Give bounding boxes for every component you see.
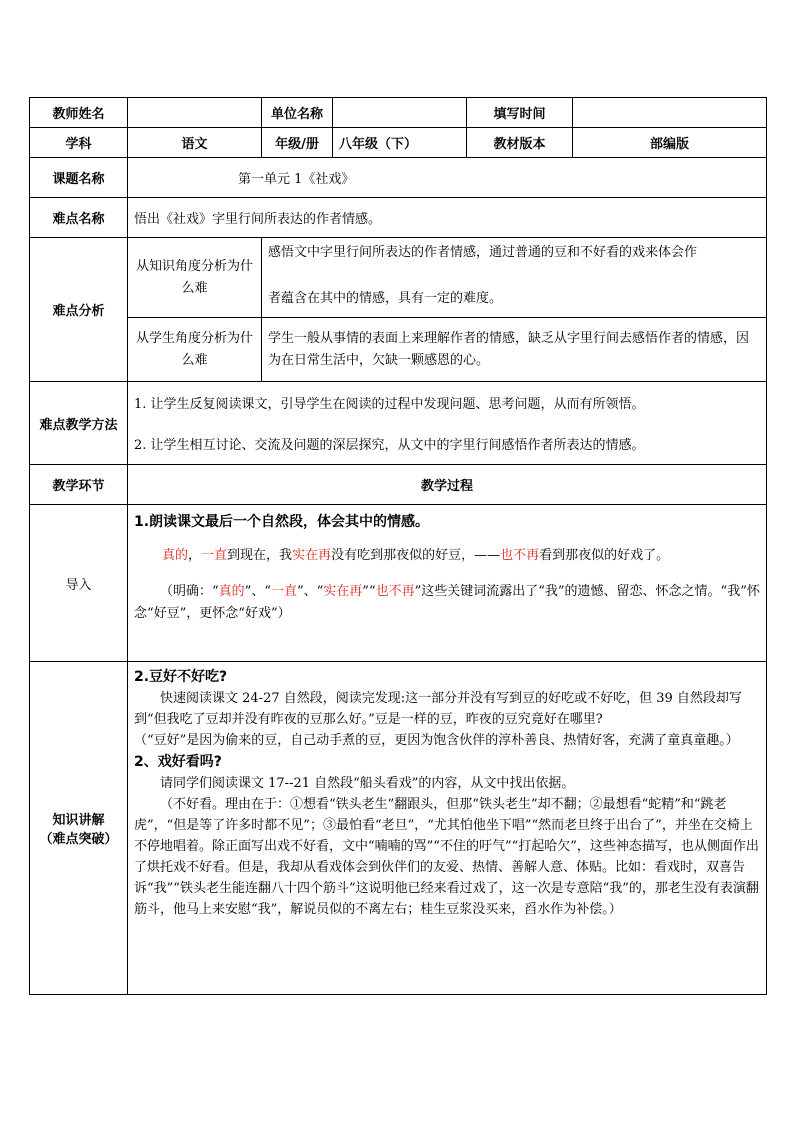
knowledge-angle-label: 从知识角度分析为什么难 [128, 238, 262, 318]
opera-paragraph: 请同学们阅读课文 17--21 自然段“船头看戏”的内容，从文中找出依据。 [160, 776, 575, 791]
method-label: 难点教学方法 [30, 382, 128, 465]
quote-seg-7: 也不再 [500, 548, 540, 563]
intro-label: 导入 [30, 505, 128, 662]
knowledge-content [128, 662, 767, 995]
topic-value: 第一单元 1《社戏》 [128, 158, 767, 198]
bean-paragraph: 快速阅读课文 24-27 自然段，阅读完发现:这一部分并没有写到豆的好吃或不好吃，但 39 自然段却写到“但我吃了豆却并没有昨夜的豆那么好。”豆是一样的豆，昨夜的豆究竟好在哪里? [134, 691, 742, 727]
topic-label: 课题名称 [30, 158, 128, 198]
quote-seg-4: 到现在，我 [227, 548, 293, 563]
bean-answer: （“豆好”是因为偷来的豆，自己动手煮的豆，更因为饱含伙伴的淳朴善良、热情好客，充满了童真童趣。） [134, 733, 739, 748]
student-angle-text: 学生一般从事情的表面上来理解作者的情感，缺乏从字里行间去感悟作者的情感，因为在日常生活中，欠缺一颗感恩的心。 [262, 318, 767, 382]
quote-seg-2: ， [188, 548, 202, 563]
quote-seg-5: 实在再 [292, 548, 332, 563]
student-angle-label: 从学生角度分析为什么难 [128, 318, 262, 382]
quote-seg-3: 一直 [201, 548, 228, 563]
note-seg-5: ”、“ [296, 584, 324, 599]
knowledge-angle-line-2: 者蕴含在其中的情感，具有一定的难度。 [268, 291, 503, 306]
opera-heading: 2、戏好看吗? [134, 754, 222, 770]
grade-label: 年级/册 [262, 128, 333, 158]
difficulty-value: 悟出《社戏》字里行间所表达的作者情感。 [128, 198, 767, 238]
quote-seg-1: 真的 [162, 548, 189, 563]
knowledge-angle-line-1: 感悟文中字里行间所表达的作者情感，通过普通的豆和不好看的戏来体会作 [268, 245, 698, 260]
difficulty-label: 难点名称 [30, 198, 128, 238]
method-item-2: 2. 让学生相互讨论、交流及问题的深层探究，从文中的字里行间感悟作者所表达的情感。 [134, 438, 645, 453]
quote-seg-8: 看到那夜似的好戏了。 [539, 548, 670, 563]
quote-seg-6: 没有吃到那夜似的好豆，—— [331, 548, 501, 563]
note-seg-1: （明确：“ [160, 584, 219, 599]
intro-heading: 1.朗读课文最后一个自然段，体会其中的情感。 [134, 514, 430, 530]
stage-header: 教学环节 [30, 465, 128, 505]
knowledge-label [30, 662, 128, 995]
info-row-2 [30, 128, 767, 158]
unit-value [333, 98, 467, 128]
date-label: 填写时间 [467, 98, 573, 128]
knowledge-label-line-1: 知识讲解 [52, 813, 105, 828]
lesson-plan-table [29, 97, 767, 995]
note-seg-2: 真的 [218, 584, 245, 599]
difficulty-row [30, 198, 767, 238]
opera-answer: （不好看。理由在于：①想看“铁头老生”翻跟头，但那“铁头老生”却不翻；②最想看“蛇精”和“跳老虎”，“但是等了许多时都不见”；③最怕看“老旦”，“尤其怕他坐下唱”“然而老旦终于出台了”，并坐在交椅上不停地唱着。除正面写出戏不好看，文中“喃喃的骂”“不住的吁气”“打起哈欠”，这些神态描写，也从侧面作出了烘托戏不好看。但是，我却从看戏体会到伙伴们的友爱、热情、善解人意、体贴。比如：看戏时，双喜告诉“我”“铁头老生能连翻八十四个筋斗”这说明他已经来看过戏了，这一次是专意陪“我”的，那老生没有表演翻筋斗，他马上来安慰“我”，解说员似的不离左右；桂生豆浆没买来，舀水作为补偿。） [134, 797, 759, 917]
method-text [128, 382, 767, 465]
intro-note [134, 581, 760, 625]
note-seg-8: 也不再 [375, 584, 415, 599]
note-seg-7: ”“ [362, 584, 376, 599]
unit-label: 单位名称 [262, 98, 333, 128]
grade-value: 八年级（下） [333, 128, 467, 158]
analysis-row-knowledge [30, 238, 767, 318]
subject-value: 语文 [128, 128, 262, 158]
topic-row [30, 158, 767, 198]
process-header: 教学过程 [128, 465, 767, 505]
teacher-value [128, 98, 262, 128]
note-seg-3: ”、“ [244, 584, 271, 599]
note-seg-9: ”这些关键词流露出了“我”的遗憾、留恋、怀念之情。“我”怀念“好豆”，更怀念“好戏”） [134, 584, 760, 621]
info-row-1 [30, 98, 767, 128]
bean-heading: 2.豆好不好吃? [134, 669, 228, 685]
date-value [573, 98, 767, 128]
subject-label: 学科 [30, 128, 128, 158]
knowledge-row [30, 662, 767, 995]
note-seg-4: 一直 [270, 584, 297, 599]
method-row [30, 382, 767, 465]
analysis-row-student [30, 318, 767, 382]
edition-label: 教材版本 [467, 128, 573, 158]
intro-quote [134, 545, 760, 567]
process-header-row [30, 465, 767, 505]
knowledge-label-line-2: （难点突破） [39, 832, 118, 847]
edition-value: 部编版 [573, 128, 767, 158]
teacher-label: 教师姓名 [30, 98, 128, 128]
note-seg-6: 实在再 [323, 584, 363, 599]
intro-row [30, 505, 767, 662]
method-item-1: 1. 让学生反复阅读课文，引导学生在阅读的过程中发现问题、思考问题，从而有所领悟。 [134, 397, 645, 412]
intro-content [128, 505, 767, 662]
knowledge-angle-text [262, 238, 767, 318]
analysis-label: 难点分析 [30, 238, 128, 382]
